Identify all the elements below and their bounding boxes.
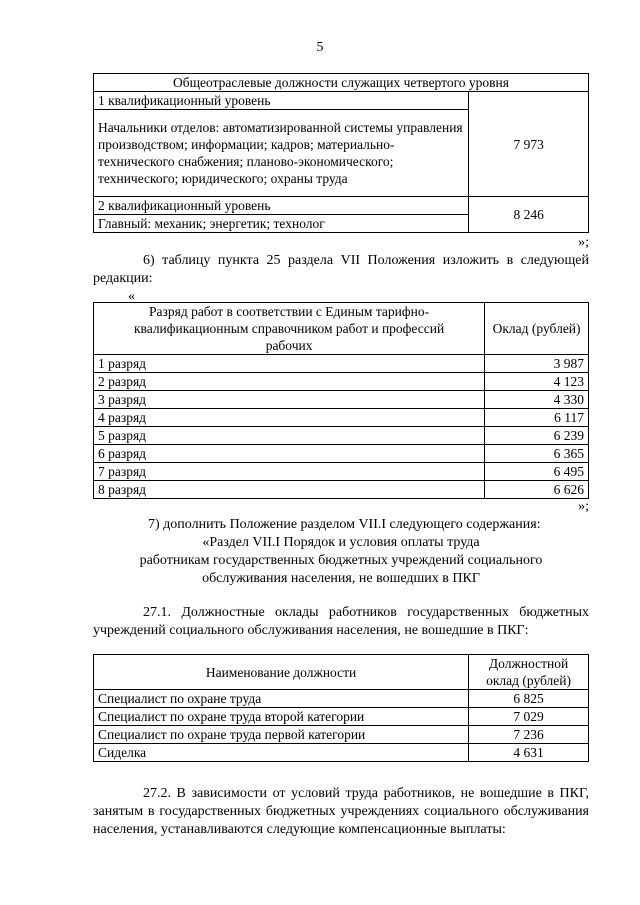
table-row (94, 92, 589, 110)
salary-cell: 7 973 (469, 92, 589, 197)
table-header-row (94, 303, 589, 355)
table-row (94, 373, 589, 391)
closing-quote: »; (578, 235, 589, 250)
table-row (94, 481, 589, 499)
salary-cell: 6 626 (485, 481, 589, 499)
table-row (94, 355, 589, 373)
table-header-row (94, 74, 589, 92)
table-row (94, 427, 589, 445)
position-cell: Специалист по охране труда (94, 690, 469, 708)
grade-cell: 3 разряд (94, 391, 485, 409)
page-number: 5 (316, 40, 324, 55)
grade-cell: 5 разряд (94, 427, 485, 445)
table-row (94, 690, 589, 708)
table-row (94, 197, 589, 215)
grade-cell: 2 разряд (94, 373, 485, 391)
grade-cell: 7 разряд (94, 463, 485, 481)
section-title: «Раздел VII.I Порядок и условия оплаты труда (202, 535, 480, 550)
table-row (94, 463, 589, 481)
item-7-text: 7) дополнить Положение разделом VII.I следующего содержания: (148, 517, 541, 532)
salary-cell: 4 123 (485, 373, 589, 391)
table-row (94, 391, 589, 409)
salary-cell: 7 029 (469, 708, 589, 726)
closing-quote: »; (578, 499, 589, 514)
positions-cell: Начальники отделов: автоматизированной системы управления производством; информации; кадров; материально-технического снабжения; планово-экономического; технического; юридического; охраны труда (94, 110, 469, 197)
table-row (94, 445, 589, 463)
qualification-level: 1 квалификационный уровень (94, 92, 469, 110)
table-row (94, 726, 589, 744)
salary-cell: 8 246 (469, 197, 589, 233)
paragraph-27-1: 27.1. Должностные оклады работников государственных бюджетных учреждений социального обслуживания населения, не вошедшие в ПКГ: (93, 605, 589, 638)
salary-cell: 4 330 (485, 391, 589, 409)
table-positions-outside-pkg (93, 654, 589, 762)
positions-cell: Главный: механик; энергетик; технолог (94, 215, 469, 233)
table-general-positions (93, 73, 589, 233)
table-worker-grades (93, 302, 589, 499)
position-cell: Специалист по охране труда второй категории (94, 708, 469, 726)
grade-header: Разряд работ в соответствии с Единым тарифно-квалификационным справочником работ и профессий рабочих (94, 303, 485, 355)
salary-cell: 4 631 (469, 744, 589, 762)
salary-header: Оклад (рублей) (485, 303, 589, 355)
salary-cell: 6 825 (469, 690, 589, 708)
position-cell: Специалист по охране труда первой категории (94, 726, 469, 744)
table-row (94, 744, 589, 762)
position-cell: Сиделка (94, 744, 469, 762)
grade-cell: 8 разряд (94, 481, 485, 499)
table-row (94, 708, 589, 726)
salary-cell: 6 495 (485, 463, 589, 481)
grade-cell: 1 разряд (94, 355, 485, 373)
section-title: работникам государственных бюджетных учреждений социального (139, 553, 543, 568)
table-header: Общеотраслевые должности служащих четвертого уровня (94, 74, 589, 92)
table-header-row (94, 655, 589, 690)
opening-quote: « (128, 289, 135, 304)
salary-header: Должностной оклад (рублей) (469, 655, 589, 690)
grade-cell: 6 разряд (94, 445, 485, 463)
qualification-level: 2 квалификационный уровень (94, 197, 469, 215)
salary-cell: 6 117 (485, 409, 589, 427)
paragraph-27-2: 27.2. В зависимости от условий труда работников, не вошедшие в ПКГ, занятым в государственных бюджетных учреждениях социального обслуживания населения, устанавливаются следующие компенсационные выплаты: (93, 786, 589, 837)
salary-cell: 7 236 (469, 726, 589, 744)
salary-cell: 6 365 (485, 445, 589, 463)
salary-cell: 6 239 (485, 427, 589, 445)
item-6-text: 6) таблицу пункта 25 раздела VII Положения изложить в следующей редакции: (93, 253, 589, 286)
table-row (94, 409, 589, 427)
position-header: Наименование должности (94, 655, 469, 690)
section-title: обслуживания населения, не вошедших в ПКГ (202, 571, 480, 586)
grade-cell: 4 разряд (94, 409, 485, 427)
salary-cell: 3 987 (485, 355, 589, 373)
